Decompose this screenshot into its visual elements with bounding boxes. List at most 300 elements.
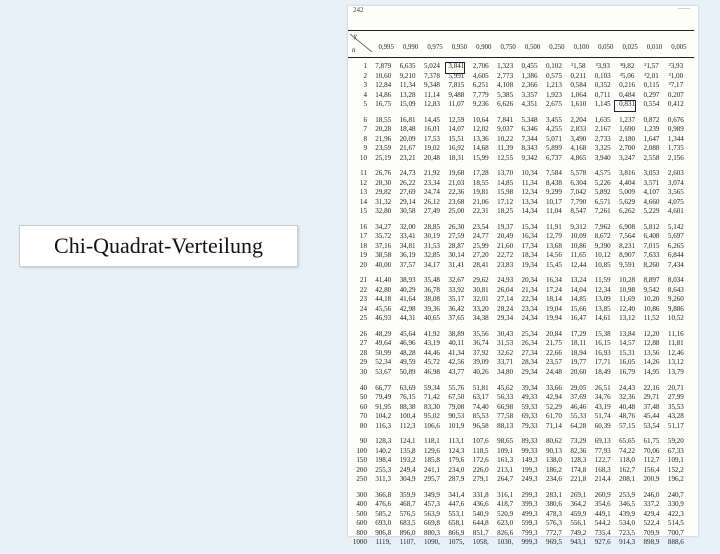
value-cell: 544,2 <box>594 519 611 528</box>
value-cell: 1,690 <box>619 125 636 134</box>
row-n-cell: 10 <box>359 153 367 162</box>
value-cell: 1,237 <box>619 115 636 124</box>
value-cell: 337,2 <box>643 500 660 509</box>
value-cell: 100,4 <box>399 412 416 421</box>
value-cell: 8,034 <box>667 276 684 285</box>
value-cell: 16,05 <box>619 358 636 367</box>
value-cell: 46,98 <box>423 367 440 376</box>
value-cell: 23,83 <box>497 260 514 269</box>
column-headers <box>374 44 691 51</box>
value-cell: 60,39 <box>594 421 611 430</box>
value-cell: 74,22 <box>619 446 636 455</box>
value-cell: 19,02 <box>423 144 440 153</box>
value-cell: 7,779 <box>472 90 489 99</box>
value-cell: 128,3 <box>570 456 587 465</box>
value-cell: 8,547 <box>570 207 587 216</box>
value-cell: 700,7 <box>667 528 684 537</box>
value-cell: 0,676 <box>667 115 684 124</box>
table-row <box>348 305 698 315</box>
value-cell: 18,11 <box>570 339 587 348</box>
header-cell: 0,050 <box>598 44 614 51</box>
value-cell: 540,9 <box>472 509 489 518</box>
value-cell: 0,211 <box>570 71 587 80</box>
value-cell: 53,54 <box>643 421 660 430</box>
value-cell: 55,76 <box>448 383 465 392</box>
value-cell: 79,08 <box>448 402 465 411</box>
value-cell: 27,34 <box>521 348 538 357</box>
value-cell: 118,0 <box>619 456 635 465</box>
value-cell: 29,05 <box>570 383 587 392</box>
value-cell: 226,0 <box>472 465 489 474</box>
value-cell: 21,75 <box>545 339 562 348</box>
value-cell: 234,0 <box>448 465 465 474</box>
value-cell: 459,9 <box>570 509 587 518</box>
value-cell: 8,343 <box>521 144 538 153</box>
value-cell: 69,13 <box>594 437 611 446</box>
value-cell: 5,071 <box>545 134 562 143</box>
value-cell: 10,09 <box>570 232 587 241</box>
value-cell: 709,9 <box>643 528 660 537</box>
value-cell: 24,77 <box>472 232 489 241</box>
value-cell: 8,907 <box>619 251 636 260</box>
value-cell: 11,34 <box>521 178 538 187</box>
value-cell: 66,77 <box>375 383 392 392</box>
value-cell: 29,14 <box>399 197 416 206</box>
value-cell: 0,575 <box>545 71 562 80</box>
value-cell: 50,89 <box>399 367 416 376</box>
value-cell: 399,3 <box>521 500 538 509</box>
value-cell: 27,14 <box>497 295 514 304</box>
value-cell: 0,872 <box>643 115 660 124</box>
table-row <box>348 412 698 422</box>
value-cell: 1,344 <box>667 134 684 143</box>
value-cell: 12,02 <box>472 125 489 134</box>
value-cell: ³9,82 <box>619 62 635 70</box>
value-cell: 26,76 <box>375 169 392 178</box>
value-cell: 499,3 <box>521 509 538 518</box>
row-n-cell: 100 <box>356 446 367 455</box>
value-cell: 14,85 <box>570 295 587 304</box>
value-cell: 0,711 <box>594 90 611 99</box>
value-cell: 10,85 <box>594 260 611 269</box>
value-cell: 11,69 <box>619 295 635 304</box>
value-cell: 1119, <box>375 538 391 547</box>
value-cell: 16,93 <box>594 348 611 357</box>
value-cell: 0,207 <box>667 90 684 99</box>
value-cell: 17,28 <box>472 169 489 178</box>
value-cell: 5,142 <box>667 222 684 231</box>
value-cell: 39,09 <box>472 358 489 367</box>
value-cell: 91,95 <box>375 402 392 411</box>
value-cell: 213,1 <box>497 465 514 474</box>
table-row <box>348 81 698 91</box>
value-cell: 8,643 <box>667 285 684 294</box>
value-cell: 30,14 <box>448 251 465 260</box>
value-cell: 37,65 <box>448 314 465 323</box>
value-cell: 162,7 <box>619 465 636 474</box>
value-cell: 21,67 <box>399 144 416 153</box>
value-cell: 5,991 <box>448 71 465 80</box>
row-n-cell: 16 <box>359 222 367 231</box>
value-cell: 44,46 <box>423 348 440 357</box>
value-cell: 2,773 <box>497 71 514 80</box>
value-cell: 12,83 <box>423 100 440 108</box>
value-cell: 29,34 <box>497 314 514 323</box>
value-cell: 42,80 <box>375 285 392 294</box>
value-cell: 27,59 <box>448 232 465 241</box>
value-cell: 13,09 <box>594 295 611 304</box>
value-cell: 2,733 <box>594 134 611 143</box>
value-cell: 29,71 <box>643 393 660 402</box>
value-cell: 359,9 <box>399 490 416 499</box>
value-cell: 85,53 <box>472 412 489 421</box>
value-cell: 14,45 <box>423 115 440 124</box>
value-cell: 14,04 <box>570 285 587 294</box>
value-cell: 3,325 <box>594 144 611 153</box>
value-cell: 8,672 <box>594 232 611 241</box>
value-cell: 5,899 <box>545 144 562 153</box>
value-cell: 18,14 <box>545 295 562 304</box>
value-cell: 6,346 <box>521 125 538 134</box>
value-cell: 1,386 <box>521 71 538 80</box>
value-cell: 37,57 <box>399 260 416 269</box>
value-cell: 12,84 <box>375 81 392 89</box>
value-cell: 26,04 <box>497 285 514 294</box>
value-cell: 556,1 <box>570 519 587 528</box>
value-cell: 49,33 <box>521 393 538 402</box>
value-cell: 13,85 <box>594 304 611 313</box>
value-cell: 22,72 <box>497 251 514 260</box>
value-cell: 12,40 <box>619 304 636 313</box>
value-cell: 1,323 <box>497 62 514 70</box>
value-cell: 422,3 <box>667 509 684 518</box>
value-cell: 330,9 <box>667 500 684 509</box>
header-rule <box>348 57 694 58</box>
value-cell: 18,55 <box>375 115 392 124</box>
value-cell: 7,378 <box>423 71 440 80</box>
value-cell: 39,34 <box>521 383 538 392</box>
row-n-cell: 1 <box>363 62 367 70</box>
value-cell: 16,34 <box>545 276 562 285</box>
value-cell: 88,38 <box>399 402 416 411</box>
table-row <box>348 62 698 72</box>
value-cell: 457,3 <box>423 500 440 509</box>
value-cell: 198,4 <box>375 456 392 465</box>
value-cell: 22,66 <box>545 348 562 357</box>
value-cell: 772,7 <box>545 528 562 537</box>
value-cell: 11,04 <box>546 207 562 216</box>
value-cell: 65,65 <box>619 437 636 446</box>
value-cell: 7,841 <box>497 115 514 124</box>
row-n-cell: 24 <box>359 304 367 313</box>
value-cell: 109,1 <box>667 456 684 465</box>
header-cell: 0,005 <box>671 44 687 51</box>
value-cell: 179,6 <box>448 456 465 465</box>
value-cell: 90,53 <box>448 412 465 421</box>
header-cell: 0,010 <box>646 44 663 51</box>
highlight-box-0831 <box>614 100 636 112</box>
value-cell: 98,65 <box>497 437 514 446</box>
value-cell: 21,60 <box>497 241 514 250</box>
value-cell: 15,31 <box>619 348 636 357</box>
value-cell: 11,81 <box>668 339 684 348</box>
value-cell: 36,78 <box>423 285 440 294</box>
value-cell: 23,21 <box>399 153 416 162</box>
value-cell: 6,408 <box>643 232 660 241</box>
value-cell: 42,98 <box>399 304 416 313</box>
value-cell: 32,67 <box>448 276 465 285</box>
value-cell: 5,385 <box>497 90 514 99</box>
value-cell: 38,58 <box>375 251 392 260</box>
value-cell: 33,66 <box>545 383 562 392</box>
value-cell: 33,92 <box>448 285 465 294</box>
value-cell: 2,156 <box>667 153 684 162</box>
row-group <box>348 330 698 378</box>
row-n-cell: 28 <box>359 348 367 357</box>
value-cell: 42,56 <box>448 358 465 367</box>
value-cell: 10,52 <box>667 314 684 323</box>
value-cell: 96,58 <box>472 421 489 430</box>
row-n-cell: 50 <box>359 393 367 402</box>
value-cell: 6,626 <box>497 100 514 108</box>
value-cell: 693,0 <box>375 519 392 528</box>
row-n-cell: 200 <box>356 465 367 474</box>
value-cell: 20,71 <box>667 383 684 392</box>
value-cell: 10,17 <box>545 197 562 206</box>
value-cell: 10,60 <box>375 71 392 80</box>
value-cell: 12,59 <box>448 115 465 124</box>
value-cell: 2,088 <box>643 144 660 153</box>
header-cell: 0,995 <box>378 44 394 51</box>
value-cell: 4,255 <box>545 125 562 134</box>
value-cell: 26,12 <box>423 197 440 206</box>
table-row <box>348 207 698 217</box>
value-cell: 4,605 <box>472 71 489 80</box>
value-cell: 25,99 <box>472 241 489 250</box>
value-cell: 24,93 <box>497 276 514 285</box>
value-cell: 5,226 <box>594 178 611 187</box>
value-cell: 1,239 <box>643 125 660 134</box>
value-cell: 18,49 <box>594 367 611 376</box>
value-cell: 11,07 <box>448 100 465 108</box>
value-cell: 64,28 <box>570 421 587 430</box>
value-cell: 3,074 <box>667 178 684 187</box>
value-cell: 553,1 <box>448 509 465 518</box>
value-cell: 20,49 <box>497 232 514 241</box>
value-cell: 128,3 <box>375 437 392 446</box>
value-cell: 534,0 <box>619 519 636 528</box>
value-cell: 468,7 <box>399 500 416 509</box>
value-cell: 9,299 <box>545 188 562 197</box>
value-cell: 3,490 <box>570 134 587 143</box>
value-cell: 140,2 <box>375 446 392 455</box>
value-cell: 9,037 <box>497 125 514 134</box>
table-row <box>348 169 698 179</box>
table-row <box>348 349 698 359</box>
value-cell: 11,91 <box>546 222 562 231</box>
value-cell: 3,053 <box>643 169 660 178</box>
value-cell: 2,167 <box>594 125 611 134</box>
value-cell: 8,260 <box>643 260 660 269</box>
value-cell: 174,8 <box>570 465 587 474</box>
table-row <box>348 422 698 432</box>
value-cell: 4,168 <box>570 144 587 153</box>
value-cell: 15,51 <box>448 134 465 143</box>
value-cell: 41,64 <box>399 295 416 304</box>
value-cell: 644,8 <box>472 519 489 528</box>
table-row <box>348 437 698 447</box>
value-cell: 249,4 <box>399 465 416 474</box>
value-cell: ³7,17 <box>668 81 684 89</box>
value-cell: 16,81 <box>399 115 416 124</box>
value-cell: 24,34 <box>521 314 538 323</box>
value-cell: 83,30 <box>423 402 440 411</box>
value-cell: 39,36 <box>423 304 440 313</box>
value-cell: 66,98 <box>497 402 514 411</box>
value-cell: 10,34 <box>521 169 538 178</box>
value-cell: 3,816 <box>619 169 636 178</box>
value-cell: 18,34 <box>521 251 538 260</box>
value-cell: 5,348 <box>521 115 538 124</box>
value-cell: ³1,00 <box>668 71 684 80</box>
value-cell: 30,58 <box>399 207 416 216</box>
value-cell: 7,042 <box>570 188 587 197</box>
value-cell: 31,32 <box>375 197 392 206</box>
value-cell: 13,70 <box>497 169 514 178</box>
value-cell: 49,64 <box>375 339 392 348</box>
value-cell: 2,675 <box>545 100 562 108</box>
value-cell: 32,80 <box>375 207 392 216</box>
table-row <box>348 491 698 501</box>
value-cell: 449,1 <box>594 509 611 518</box>
table-row <box>348 179 698 189</box>
value-cell: 13,34 <box>521 197 538 206</box>
value-cell: 287,9 <box>448 475 465 484</box>
row-group <box>348 491 698 548</box>
value-cell: 18,25 <box>497 207 514 216</box>
value-cell: 10,20 <box>643 295 660 304</box>
value-cell: 15,99 <box>472 153 489 162</box>
table-row <box>348 232 698 242</box>
row-n-cell: 150 <box>356 456 367 465</box>
row-group <box>348 276 698 324</box>
value-cell: 25,00 <box>448 207 465 216</box>
value-cell: 34,76 <box>594 393 611 402</box>
value-cell: 41,92 <box>423 329 440 338</box>
value-cell: 34,27 <box>375 222 392 231</box>
value-cell: 20,48 <box>423 153 440 162</box>
value-cell: 669,8 <box>423 519 440 528</box>
value-cell: 658,1 <box>448 519 465 528</box>
value-cell: 22,36 <box>448 188 465 197</box>
value-cell: 2,603 <box>667 169 684 178</box>
value-cell: 3,357 <box>521 90 538 99</box>
row-group <box>348 62 698 110</box>
value-cell: 316,1 <box>497 490 514 499</box>
table-row <box>348 144 698 154</box>
value-cell: 576,3 <box>545 519 562 528</box>
value-cell: 14,07 <box>448 125 465 134</box>
value-cell: 186,2 <box>545 465 562 474</box>
table-row <box>348 72 698 82</box>
row-n-cell: 250 <box>356 475 367 484</box>
header-cell: 0,500 <box>524 44 541 51</box>
value-cell: 112,3 <box>399 421 416 430</box>
value-cell: 799,3 <box>521 528 538 537</box>
row-group <box>348 437 698 485</box>
value-cell: 888,6 <box>667 538 684 547</box>
value-cell: 735,4 <box>594 528 611 537</box>
value-cell: 15,45 <box>545 260 562 269</box>
row-n-cell: 19 <box>359 251 367 260</box>
value-cell: 11,34 <box>399 81 416 89</box>
value-cell: ³1,57 <box>644 62 659 70</box>
value-cell: 57,15 <box>619 421 636 430</box>
value-cell: 44,18 <box>375 295 392 304</box>
table-row <box>348 368 698 378</box>
value-cell: 23,34 <box>423 178 440 187</box>
value-cell: 38,93 <box>399 276 416 285</box>
value-cell: 23,68 <box>448 197 465 206</box>
value-cell: 9,390 <box>594 241 611 250</box>
value-cell: 253,9 <box>619 490 636 499</box>
value-cell: 341,4 <box>448 490 465 499</box>
value-cell: 0,989 <box>667 125 684 134</box>
value-cell: 15,34 <box>521 222 538 231</box>
slide-title: Chi-Quadrat-Verteilung <box>54 233 263 258</box>
value-cell: 599,3 <box>521 519 538 528</box>
value-cell: 48,29 <box>375 329 392 338</box>
value-cell: 311,3 <box>375 475 392 484</box>
value-cell: 418,7 <box>497 500 514 509</box>
value-cell: 3,565 <box>667 188 684 197</box>
gamma-label: γ <box>354 32 357 40</box>
value-cell: 12,79 <box>545 232 562 241</box>
value-cell: 44,31 <box>399 314 416 323</box>
value-cell: 59,34 <box>423 383 440 392</box>
value-cell: 21,03 <box>448 178 465 187</box>
value-cell: 89,33 <box>521 437 538 446</box>
row-n-cell: 2 <box>363 71 367 80</box>
value-cell: 43,19 <box>423 339 440 348</box>
value-cell: 19,77 <box>570 358 587 367</box>
value-cell: 19,81 <box>472 188 489 197</box>
row-n-cell: 14 <box>359 197 367 206</box>
value-cell: 79,49 <box>375 393 392 402</box>
value-cell: 7,434 <box>667 260 684 269</box>
value-cell: 12,88 <box>643 339 660 348</box>
value-cell: 11,52 <box>643 314 660 323</box>
value-cell: 1090, <box>423 538 440 547</box>
value-cell: 88,13 <box>497 421 514 430</box>
value-cell: 77,58 <box>497 412 514 421</box>
value-cell: 20,34 <box>521 276 538 285</box>
value-cell: 17,53 <box>423 134 440 143</box>
value-cell: 5,229 <box>643 207 660 216</box>
value-cell: 9,342 <box>521 153 538 162</box>
table-row <box>348 456 698 466</box>
value-cell: 9,210 <box>399 71 416 80</box>
value-cell: 22,16 <box>643 383 660 392</box>
value-cell: 13,56 <box>643 348 660 357</box>
table-row <box>348 100 698 110</box>
value-cell: 28,34 <box>521 358 538 367</box>
value-cell: 32,36 <box>619 393 636 402</box>
value-cell: 4,107 <box>643 188 660 197</box>
value-cell: 15,66 <box>570 304 587 313</box>
table-row <box>348 510 698 520</box>
value-cell: 32,00 <box>399 222 416 231</box>
